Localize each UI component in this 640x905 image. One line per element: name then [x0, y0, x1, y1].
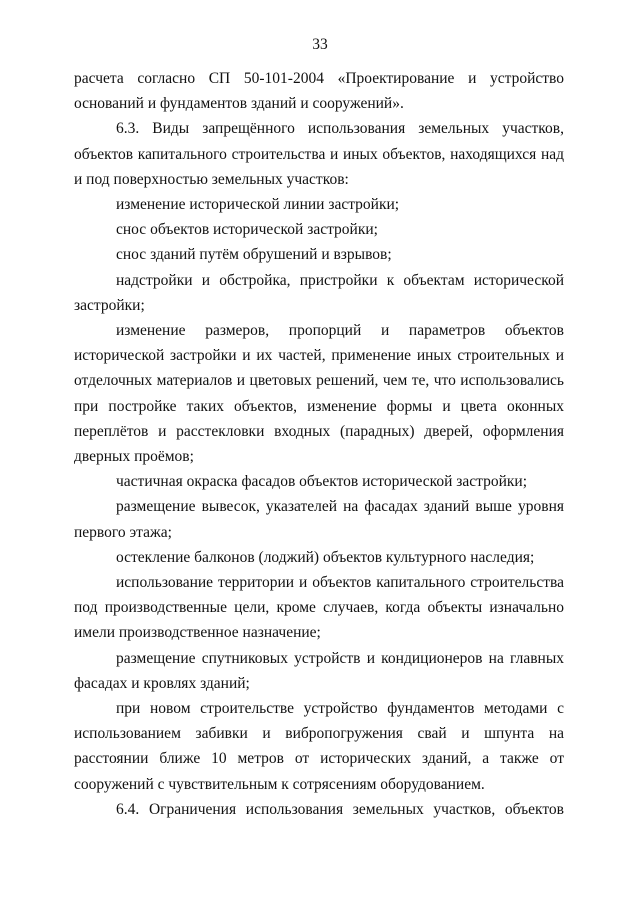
list-item: размещение спутниковых устройств и кондиционеров на главных фасадах и кровлях зданий; — [74, 649, 564, 692]
paragraph: расчета согласно СП 50-101-2004 «Проектирование и устройство оснований и фундаментов зданий и сооружений». — [74, 70, 564, 113]
list-item: использование территории и объектов капитального строительства под производственные цели, кроме случаев, когда объекты изначально имели производственное назначение; — [74, 574, 564, 642]
list-item: надстройки и обстройка, пристройки к объектам исторической застройки; — [74, 271, 564, 314]
list-item: размещение вывесок, указателей на фасадах зданий выше уровня первого этажа; — [74, 498, 564, 541]
document-body — [74, 66, 564, 822]
list-item: частичная окраска фасадов объектов исторической застройки; — [116, 473, 528, 491]
list-item: изменение размеров, пропорций и параметров объектов исторической застройки и их частей, применение иных строительных и отделочных материалов и цветовых решений, чем те, что использовались при постройке таких объектов, изменение формы и цвета оконных переплётов и расстекловки входных (парадных) дверей, оформления дверных проёмов; — [74, 322, 564, 466]
list-item: снос объектов исторической застройки; — [116, 221, 378, 239]
page-number: 33 — [312, 36, 328, 53]
list-item: при новом строительстве устройство фундаментов методами с использованием забивки и вибропогружения свай и шпунта на расстоянии ближе 10 метров от исторических зданий, а также от сооружений с чувствительным к сотрясениям оборудованием. — [74, 700, 564, 793]
list-item: изменение исторической линии застройки; — [116, 196, 400, 214]
paragraph: 6.3. Виды запрещённого использования земельных участков, объектов капитального строительства и иных объектов, находящихся над и под поверхностью земельных участков: — [74, 120, 564, 188]
list-item: снос зданий путём обрушений и взрывов; — [116, 246, 392, 264]
paragraph: 6.4. Ограничения использования земельных участков, объектов — [116, 800, 564, 818]
list-item: остекление балконов (лоджий) объектов культурного наследия; — [116, 548, 535, 566]
